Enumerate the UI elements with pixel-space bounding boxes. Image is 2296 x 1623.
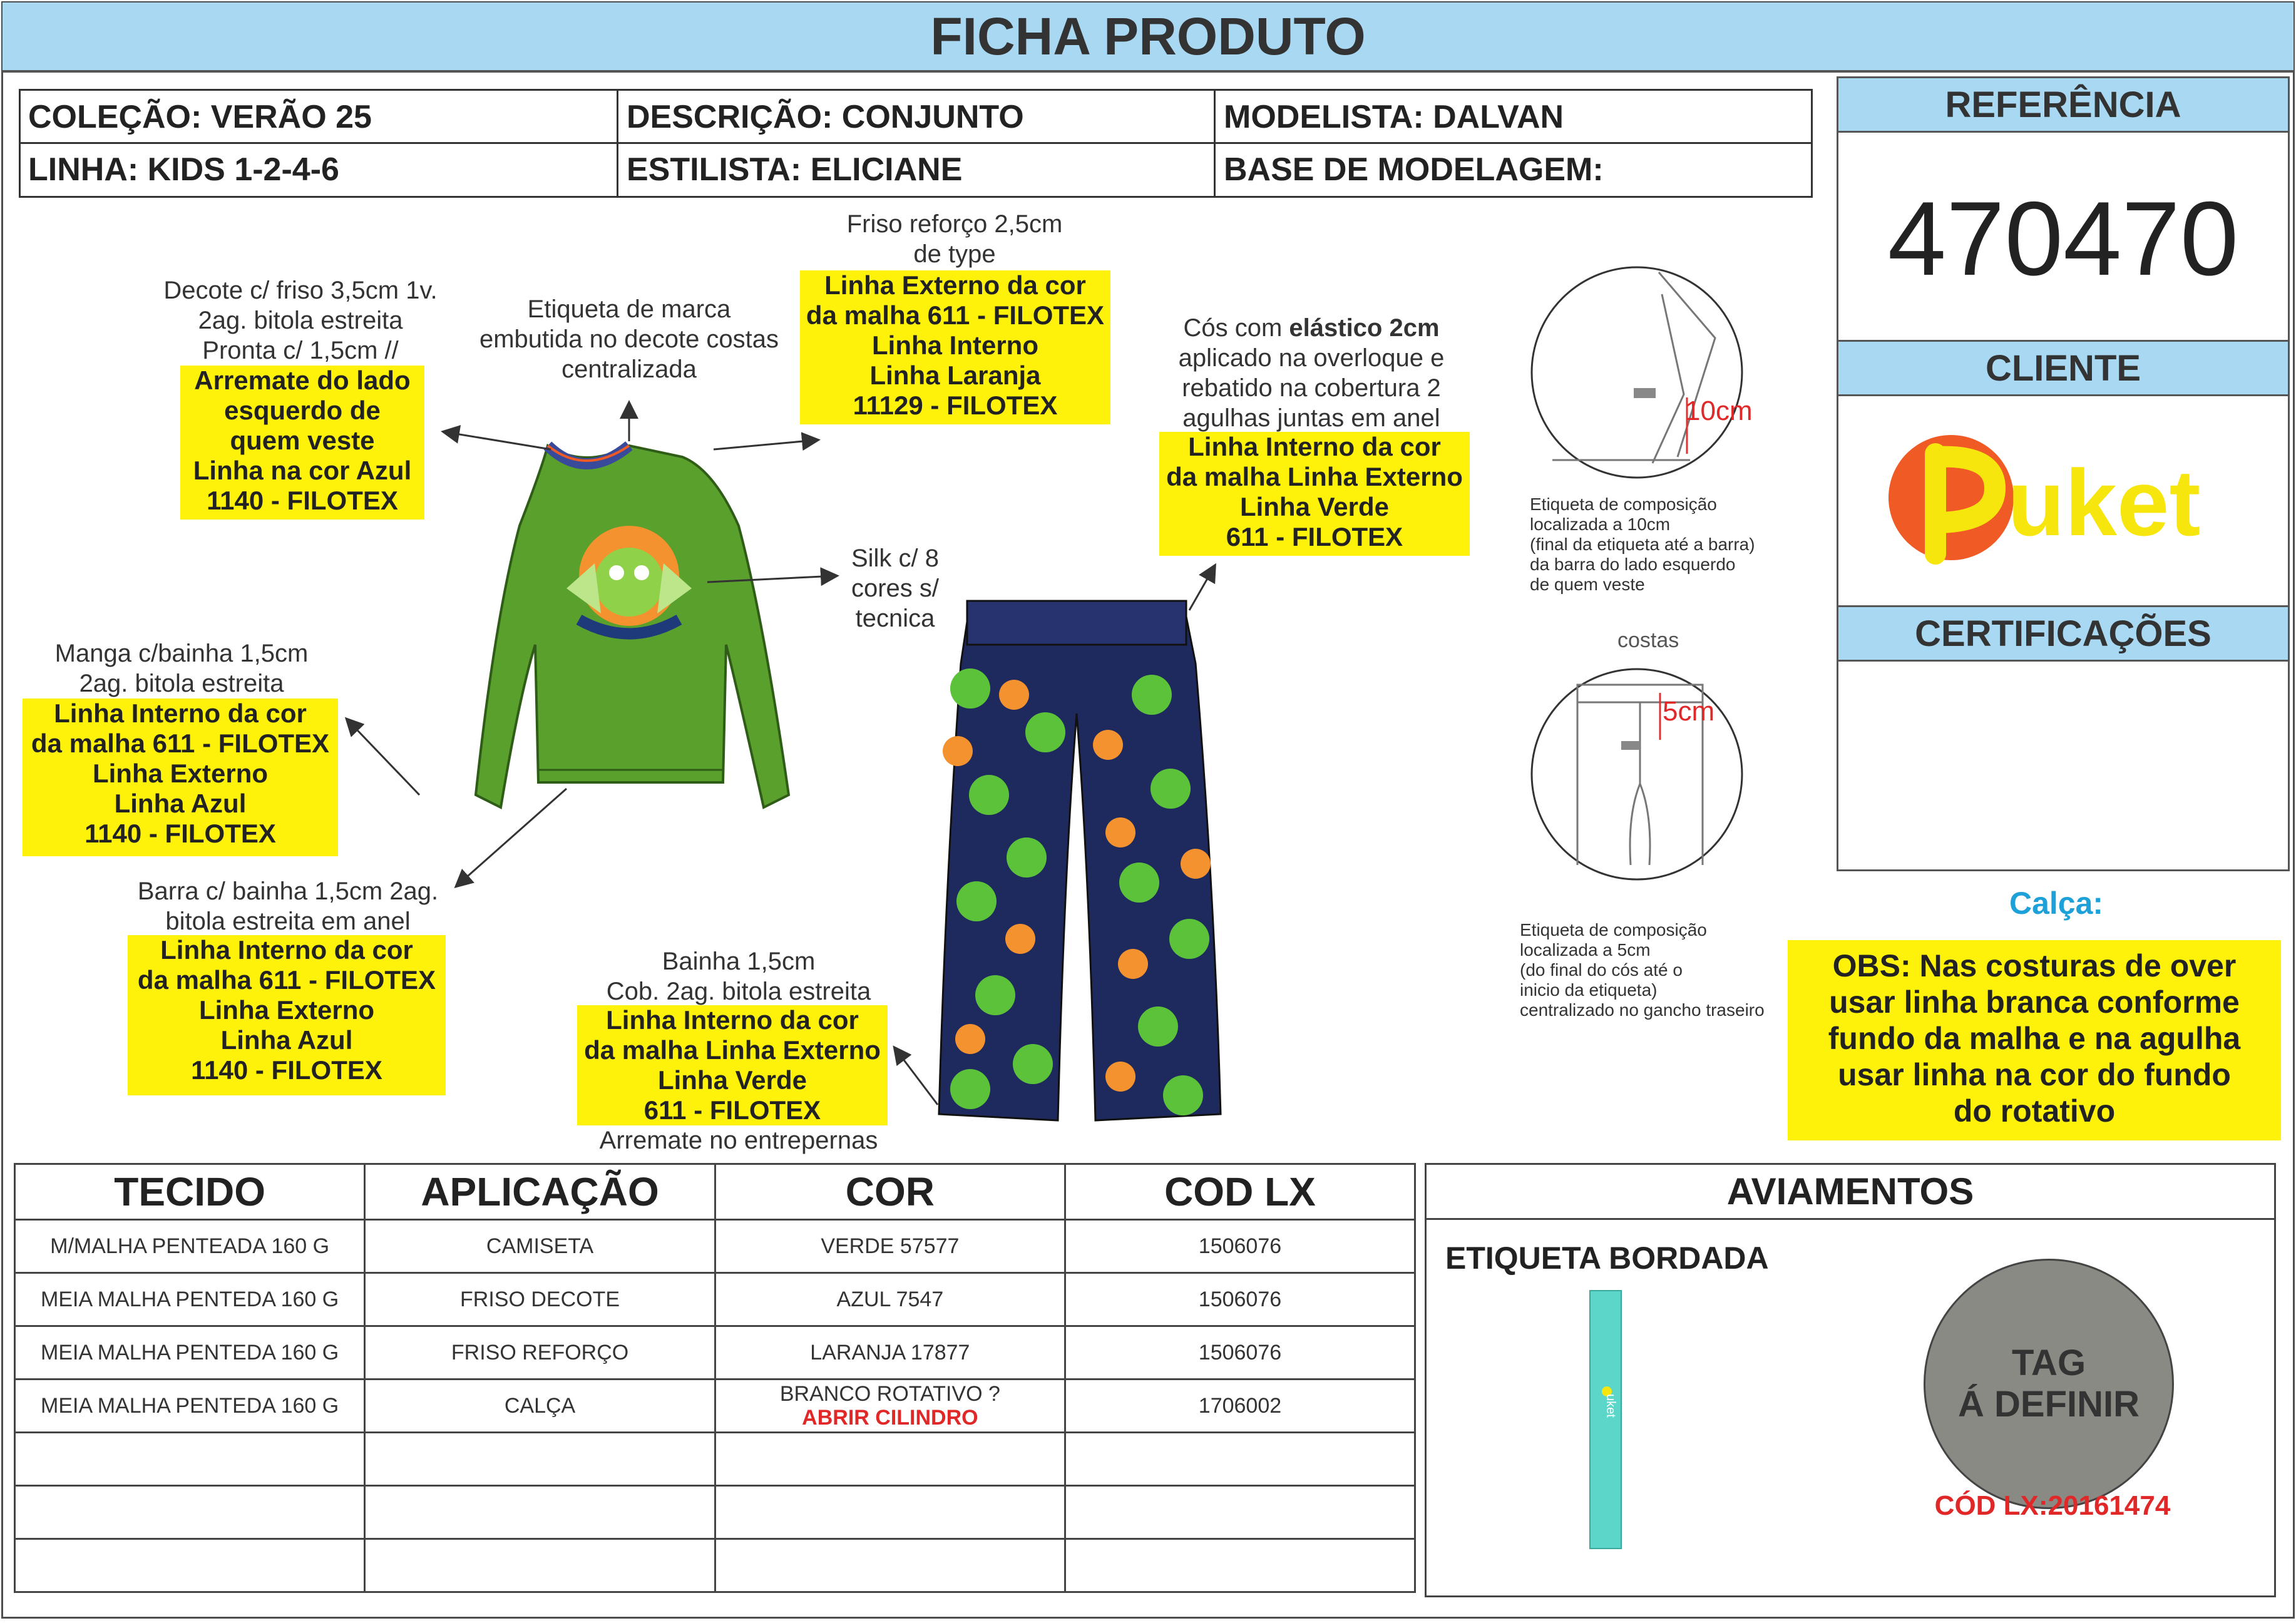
note-line: 1140 - FILOTEX xyxy=(207,486,398,515)
note-line: Silk c/ 8 xyxy=(851,545,940,572)
table-row xyxy=(15,1273,1415,1326)
pants-drawing xyxy=(933,588,1227,1127)
note-line: de type xyxy=(913,240,996,268)
note-line: Barra c/ bainha 1,5cm 2ag. xyxy=(137,878,439,905)
etiqueta-bordada-label: ETIQUETA BORDADA xyxy=(1445,1241,1769,1276)
cell-tecido: MEIA MALHA PENTEDA 160 G xyxy=(15,1273,365,1326)
tag-cod-lx: CÓD LX:20161474 xyxy=(1934,1490,2171,1521)
bainha-highlight xyxy=(577,1005,888,1125)
barra-highlight xyxy=(128,935,446,1095)
friso-note xyxy=(801,209,1108,269)
empty-cell xyxy=(365,1539,715,1592)
note-line: Linha Interno da cor xyxy=(54,699,307,728)
note-line: Linha Azul xyxy=(220,1025,353,1055)
col-tecido: TECIDO xyxy=(15,1164,365,1220)
modelista-field: MODELISTA: DALVAN xyxy=(1224,99,1564,135)
note-line: Linha na cor Azul xyxy=(193,456,412,485)
note-line: da malha Linha Externo xyxy=(584,1035,881,1065)
decote-note xyxy=(144,275,457,366)
tag-placeholder xyxy=(1924,1259,2174,1509)
empty-cell xyxy=(715,1486,1065,1539)
cell-aplicacao: FRISO REFORÇO xyxy=(365,1326,715,1380)
table-row xyxy=(15,1220,1415,1273)
note-line: aplicado na overloque e xyxy=(1178,344,1445,372)
table-row-empty xyxy=(15,1486,1415,1539)
note-line: Linha Verde xyxy=(657,1065,807,1095)
colecao-field: COLEÇÃO: VERÃO 25 xyxy=(28,99,372,135)
note-line: Cob. 2ag. bitola estreita xyxy=(606,978,871,1005)
cell-cod: 1506076 xyxy=(1065,1326,1415,1380)
note-line: 2ag. bitola estreita xyxy=(79,670,284,697)
note-text: Cós com xyxy=(1183,314,1289,342)
detail-circle-front xyxy=(1527,257,1746,494)
svg-text:uket: uket xyxy=(2007,450,2201,555)
note-line: 11129 - FILOTEX xyxy=(853,391,1058,420)
note-line: da malha Linha Externo xyxy=(1166,462,1463,491)
bainha-note xyxy=(563,946,914,1006)
cell-cod: 1506076 xyxy=(1065,1220,1415,1273)
cell-cor: AZUL 7547 xyxy=(715,1273,1065,1326)
note-line: quem veste xyxy=(230,426,375,455)
note-line: Linha Externo da cor xyxy=(824,270,1086,300)
detail-circle-back xyxy=(1527,658,1746,896)
cliente-label: CLIENTE xyxy=(1838,340,2288,396)
note-line: 611 - FILOTEX xyxy=(643,1095,821,1125)
empty-cell xyxy=(365,1433,715,1486)
cell-cor xyxy=(715,1380,1065,1433)
empty-cell xyxy=(365,1486,715,1539)
empty-cell xyxy=(1065,1539,1415,1592)
empty-cell xyxy=(15,1486,365,1539)
measure-5cm: 5cm xyxy=(1663,696,1715,727)
note-line: rebatido na cobertura 2 xyxy=(1182,374,1441,402)
empty-cell xyxy=(715,1539,1065,1592)
decote-highlight xyxy=(180,366,424,520)
composicao-note-1 xyxy=(1530,494,1818,595)
note-line: Friso reforço 2,5cm xyxy=(846,210,1063,238)
shirt-drawing xyxy=(413,432,851,832)
barra-note xyxy=(113,876,463,936)
note-line: Linha Interno da cor xyxy=(1188,432,1441,461)
note-line: inicio da etiqueta) xyxy=(1520,980,1658,1000)
note-line: embutida no decote costas xyxy=(479,325,779,353)
header-grid xyxy=(19,89,1813,198)
note-line: usar linha na cor do fundo xyxy=(1838,1057,2231,1092)
note-line: Decote c/ friso 3,5cm 1v. xyxy=(163,277,438,304)
empty-cell xyxy=(715,1433,1065,1486)
cell-aplicacao: CAMISETA xyxy=(365,1220,715,1273)
note-line: Linha Externo xyxy=(92,759,269,788)
note-line: da barra do lado esquerdo xyxy=(1530,555,1736,574)
table-row xyxy=(15,1326,1415,1380)
page-title: FICHA PRODUTO xyxy=(3,3,2293,73)
note-line: esquerdo de xyxy=(224,396,381,425)
note-bold: elástico 2cm xyxy=(1289,314,1440,342)
col-cod-lx: COD LX xyxy=(1065,1164,1415,1220)
cos-note xyxy=(1152,313,1471,433)
note-line: do rotativo xyxy=(1953,1093,2116,1129)
reference-panel xyxy=(1837,76,2290,871)
puket-logo xyxy=(1876,429,2252,566)
note-line: fundo da malha e na agulha xyxy=(1828,1021,2241,1056)
note-line: (final da etiqueta até a barra) xyxy=(1530,535,1755,554)
referencia-label: REFERÊNCIA xyxy=(1838,76,2288,133)
manga-highlight xyxy=(23,699,338,856)
cell-tecido: MEIA MALHA PENTEDA 160 G xyxy=(15,1326,365,1380)
table-row-empty xyxy=(15,1539,1415,1592)
fabric-table xyxy=(14,1163,1416,1593)
cor-warning: ABRIR CILINDRO xyxy=(802,1406,978,1430)
note-line: Linha Interno xyxy=(872,330,1038,360)
composicao-note-2 xyxy=(1520,920,1814,1020)
note-line: usar linha branca conforme xyxy=(1829,985,2240,1020)
tag-line: TAG xyxy=(2011,1343,2086,1383)
note-line: Etiqueta de composição xyxy=(1520,920,1707,939)
descricao-field: DESCRIÇÃO: CONJUNTO xyxy=(627,99,1024,135)
manga-note xyxy=(19,638,344,699)
note-line: Linha Azul xyxy=(114,789,247,818)
note-line: tecnica xyxy=(855,605,935,632)
svg-text:uket: uket xyxy=(1604,1394,1617,1418)
note-line: Linha Laranja xyxy=(869,361,1041,390)
col-cor: COR xyxy=(715,1164,1065,1220)
estilista-field: ESTILISTA: ELICIANE xyxy=(627,151,963,188)
empty-cell xyxy=(15,1539,365,1592)
certificacoes-label: CERTIFICAÇÕES xyxy=(1838,605,2288,662)
cell-aplicacao: CALÇA xyxy=(365,1380,715,1433)
note-line: Linha Interno da cor xyxy=(606,1005,859,1035)
note-line: da malha 611 - FILOTEX xyxy=(137,965,436,995)
note-line: 611 - FILOTEX xyxy=(1226,522,1403,551)
cell-cod: 1506076 xyxy=(1065,1273,1415,1326)
note-line: Pronta c/ 1,5cm // xyxy=(202,337,399,364)
note-line: OBS: Nas costuras de over xyxy=(1832,948,2237,983)
aviamentos-box xyxy=(1425,1163,2276,1597)
calca-label: Calça: xyxy=(2009,886,2104,921)
note-line: cores s/ xyxy=(851,575,940,602)
tag-line: Á DEFINIR xyxy=(1958,1384,2140,1425)
note-line: da malha 611 - FILOTEX xyxy=(806,300,1105,330)
cos-highlight xyxy=(1159,432,1470,556)
note-line: Linha Verde xyxy=(1239,492,1390,521)
arremate-note: Arremate no entrepernas xyxy=(599,1127,878,1154)
note-line: Arremate do lado xyxy=(194,366,411,395)
empty-cell xyxy=(1065,1433,1415,1486)
linha-field: LINHA: KIDS 1-2-4-6 xyxy=(28,151,339,188)
base-modelagem-field: BASE DE MODELAGEM: xyxy=(1224,151,1604,188)
measure-10cm: 10cm xyxy=(1685,396,1753,426)
table-row-empty xyxy=(15,1433,1415,1486)
note-line: 1140 - FILOTEX xyxy=(191,1055,382,1085)
note-line: Etiqueta de composição xyxy=(1530,494,1717,514)
cell-cor: VERDE 57577 xyxy=(715,1220,1065,1273)
note-line: Manga c/bainha 1,5cm xyxy=(54,640,309,667)
cell-aplicacao: FRISO DECOTE xyxy=(365,1273,715,1326)
cell-tecido: MEIA MALHA PENTEDA 160 G xyxy=(15,1380,365,1433)
etiqueta-marca-note xyxy=(463,294,795,384)
table-header-row xyxy=(15,1164,1415,1220)
empty-cell xyxy=(15,1433,365,1486)
col-aplicacao: APLICAÇÃO xyxy=(365,1164,715,1220)
note-line: da malha 611 - FILOTEX xyxy=(31,729,330,758)
table-row xyxy=(15,1380,1415,1433)
note-line: 1140 - FILOTEX xyxy=(85,819,276,848)
note-line: Linha Interno da cor xyxy=(160,935,413,965)
note-line: 2ag. bitola estreita xyxy=(198,307,403,334)
empty-cell xyxy=(1065,1486,1415,1539)
note-line: Bainha 1,5cm xyxy=(662,948,816,975)
note-line: de quem veste xyxy=(1530,575,1645,594)
obs-highlight xyxy=(1788,940,2281,1140)
note-line: agulhas juntas em anel xyxy=(1182,404,1440,432)
note-line: (do final do cós até o xyxy=(1520,960,1683,980)
referencia-number: 470470 xyxy=(1887,180,2239,297)
friso-highlight xyxy=(800,270,1110,424)
costas-label: costas xyxy=(1617,628,1679,652)
cell-tecido: M/MALHA PENTEADA 160 G xyxy=(15,1220,365,1273)
note-line xyxy=(1152,313,1471,343)
note-line: Linha Externo xyxy=(198,995,375,1025)
note-line: localizada a 10cm xyxy=(1530,515,1671,534)
cell-cod: 1706002 xyxy=(1065,1380,1415,1433)
cell-cor: LARANJA 17877 xyxy=(715,1326,1065,1380)
note-line: centralizada xyxy=(561,356,697,383)
note-line: localizada a 5cm xyxy=(1520,940,1651,960)
aviamentos-title: AVIAMENTOS xyxy=(1427,1165,2274,1220)
silk-note xyxy=(833,543,958,633)
note-line: Etiqueta de marca xyxy=(527,295,731,323)
note-line: bitola estreita em anel xyxy=(165,908,411,935)
etiqueta-bordada-image xyxy=(1589,1290,1622,1549)
note-line: centralizado no gancho traseiro xyxy=(1520,1000,1765,1020)
cor-value: BRANCO ROTATIVO ? xyxy=(779,1382,1000,1406)
